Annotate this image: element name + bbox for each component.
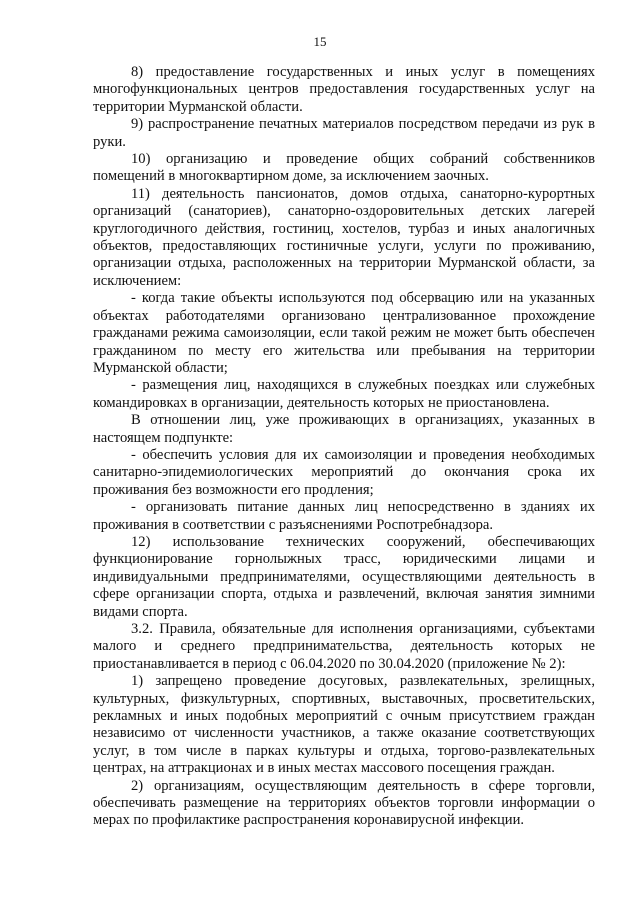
paragraph-rule-1: 1) запрещено проведение досуговых, развлекательных, зрелищных, культурных, физкультурных, спортивных, выставочных, просветительских, рекламных и иных подобных мероприятий с очным присутствием граждан независимо от численности участников, а также оказание соответствующих услуг, в том числе в парках культуры и отдыха, торгово-развлекательных центрах, на аттракционах и в иных местах массового посещения граждан. [93,673,595,777]
paragraph-meals: - организовать питание данных лиц непосредственно в зданиях их проживания в соответствии с разъяснениями Роспотребнадзора. [93,499,595,533]
paragraph-residents: В отношении лиц, уже проживающих в организациях, указанных в настоящем подпункте: [93,412,595,446]
paragraph-item-10: 10) организацию и проведение общих собраний собственников помещений в многоквартирном доме, за исключением заочных. [93,151,595,185]
paragraph-item-11: 11) деятельность пансионатов, домов отдыха, санаторно-курортных организаций (санаториев), санаторно-оздоровительных детских лагерей круглогодичного действия, гостиниц, хостелов, турбаз и иных аналогичных объектов, предоставляющих гостиничные услуги, услуги по проживанию, организации отдыха, расположенных на территории Мурманской области, за исключением: [93,185,595,289]
paragraph-self-isolation: - обеспечить условия для их самоизоляции и проведения необходимых санитарно-эпидемиологических мероприятий до окончания срока их проживания без возможности его продления; [93,446,595,498]
paragraph-item-8: 8) предоставление государственных и иных услуг в помещениях многофункциональных центров предоставления государственных услуг на территории Мурманской области. [93,64,595,115]
paragraph-item-12: 12) использование технических сооружений, обеспечивающих функционирование горнолыжных трасс, юридическими лицами и индивидуальными предпринимателями, осуществляющими деятельность в сфере организации спорта, отдыха и развлечений, включая занятия зимними видами спорта. [93,533,595,620]
page-number: 15 [313,34,327,49]
paragraph-rule-2: 2) организациям, осуществляющим деятельность в сфере торговли, обеспечивать размещение на территориях объектов торговли информации о мерах по профилактике распространения коронавирусной инфекции. [93,777,595,829]
paragraph-section-3-2: 3.2. Правила, обязательные для исполнения организациями, субъектами малого и среднего предпринимательства, деятельность которых не приостанавливается в период с 06.04.2020 по 30.04.2020 (приложение № 2): [93,621,595,672]
paragraph-exception-observation: - когда такие объекты используются под обсервацию или на указанных объектах работодателями организовано централизованное прохождение гражданами режима самоизоляции, если такой режим не может быть обеспечен гражданином по месту его жительства или пребывания на территории Мурманской области; [93,290,595,376]
document-body [93,64,595,830]
paragraph-item-9: 9) распространение печатных материалов посредством передачи из рук в руки. [93,116,595,150]
paragraph-exception-business-trips: - размещения лиц, находящихся в служебных поездках или служебных командировках в организации, деятельность которых не приостановлена. [93,377,595,411]
